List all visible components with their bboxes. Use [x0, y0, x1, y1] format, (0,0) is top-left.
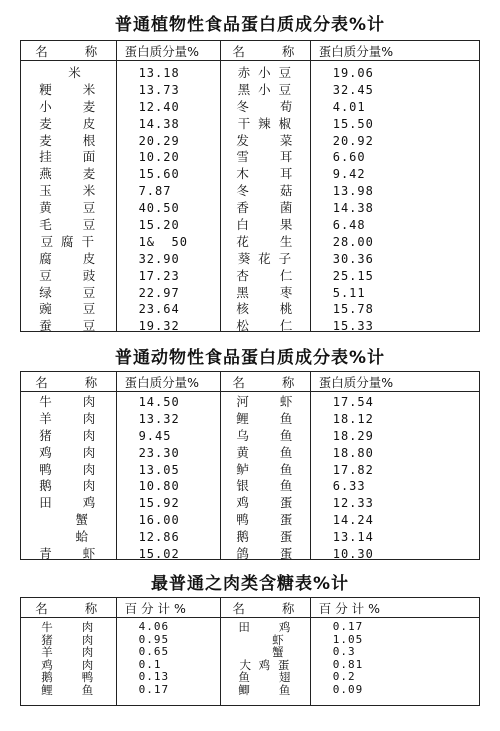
meat-sugar-table — [20, 597, 480, 706]
sugar-value: 1.05 — [332, 633, 364, 646]
food-name: 蛤 — [46, 529, 91, 545]
food-name: 麦 根 — [39, 132, 98, 148]
food-name: 米 — [53, 65, 83, 80]
food-name: 鸡 肉 — [41, 658, 96, 671]
left-name-column — [21, 61, 116, 334]
header-value: 蛋白质分量% — [116, 41, 221, 60]
food-name: 蚕 豆 — [39, 318, 98, 334]
food-name: 木 耳 — [236, 166, 295, 182]
header-name: 名 称 — [220, 41, 310, 60]
protein-value: 6.33 — [332, 479, 366, 494]
food-name: 发 菜 — [236, 132, 295, 148]
header-value: 蛋白质分量% — [310, 372, 479, 391]
protein-value: 15.78 — [332, 302, 374, 317]
protein-value: 15.50 — [332, 116, 374, 131]
food-name: 虾 — [245, 633, 286, 646]
left-value-column — [116, 618, 221, 705]
header-value: 百 分 计 % — [310, 598, 479, 617]
header-name: 名 称 — [220, 598, 310, 617]
food-name: 鸽 蛋 — [236, 546, 295, 562]
sugar-value: 0.81 — [332, 658, 364, 671]
food-name: 蟹 — [46, 512, 91, 528]
food-name: 蟹 — [245, 646, 286, 659]
right-name-column — [220, 61, 310, 334]
food-name: 葵 花 子 — [237, 250, 294, 266]
food-name: 粳 米 — [39, 81, 98, 97]
protein-value: 40.50 — [138, 201, 180, 216]
right-value-column — [310, 61, 479, 334]
food-name: 鲤 鱼 — [41, 683, 96, 696]
protein-value: 6.60 — [332, 150, 366, 165]
food-name: 鸡 肉 — [39, 444, 98, 460]
food-name: 杏 仁 — [236, 267, 295, 283]
protein-value: 5.11 — [332, 285, 366, 300]
plant-protein-table — [20, 40, 480, 332]
right-value-column — [310, 618, 479, 705]
food-name: 黑 小 豆 — [237, 81, 294, 97]
protein-value: 17.23 — [138, 268, 180, 283]
header-value: 蛋白质分量% — [310, 41, 479, 60]
protein-value: 15.02 — [138, 547, 180, 562]
food-name: 大 鸡 蛋 — [239, 658, 292, 671]
food-name: 牛 肉 — [39, 394, 98, 409]
protein-value: 14.50 — [138, 395, 180, 409]
protein-value: 13.73 — [138, 82, 180, 97]
food-name: 小 麦 — [39, 98, 98, 114]
animal-protein-table — [20, 371, 480, 560]
right-value-column — [310, 392, 479, 562]
protein-value: 30.36 — [332, 251, 374, 266]
food-name: 松 仁 — [236, 318, 295, 334]
protein-value: 15.20 — [138, 218, 180, 233]
protein-value: 19.06 — [332, 66, 374, 80]
protein-value: 13.32 — [138, 411, 180, 426]
left-name-column — [21, 618, 116, 705]
sugar-value: 0.09 — [332, 683, 364, 696]
header-name: 名 称 — [35, 43, 102, 59]
food-name: 挂 面 — [39, 149, 98, 165]
protein-value: 25.15 — [332, 268, 374, 283]
sugar-value: 0.3 — [332, 646, 356, 658]
food-name: 鹅 蛋 — [236, 529, 295, 545]
protein-value: 15.92 — [138, 496, 180, 511]
food-name: 鸡 蛋 — [236, 495, 295, 511]
protein-value: 12.40 — [138, 99, 180, 114]
protein-value: 15.60 — [138, 167, 180, 182]
table-title-plant-protein: 普通植物性食品蛋白质成分表%计 — [114, 15, 386, 35]
food-name: 赤 小 豆 — [237, 65, 294, 80]
sugar-value: 0.2 — [332, 671, 356, 683]
protein-value: 6.48 — [332, 218, 366, 233]
table-header — [21, 372, 479, 392]
sugar-value: 0.65 — [138, 646, 170, 658]
food-name: 猪 肉 — [39, 427, 98, 443]
protein-value: 14.38 — [138, 116, 180, 131]
left-value-column — [116, 61, 221, 334]
food-name: 腐 皮 — [39, 250, 98, 266]
protein-value: 17.54 — [332, 395, 374, 409]
food-name: 绿 豆 — [39, 284, 98, 300]
sugar-value: 0.95 — [138, 633, 170, 646]
food-name: 鲈 鱼 — [236, 461, 295, 477]
protein-value: 23.30 — [138, 445, 180, 460]
protein-value: 13.18 — [138, 66, 180, 80]
sugar-value: 0.1 — [138, 658, 162, 671]
protein-value: 10.20 — [138, 150, 180, 165]
food-name: 黑 枣 — [236, 284, 295, 300]
food-name: 花 生 — [236, 233, 295, 249]
food-name: 鹅 肉 — [39, 478, 98, 494]
header-value: 蛋白质分量% — [116, 372, 221, 391]
protein-value: 13.98 — [332, 184, 374, 199]
header-name: 名 称 — [35, 600, 102, 616]
table-title-animal-protein: 普通动物性食品蛋白质成分表%计 — [114, 348, 386, 368]
food-name: 青 虾 — [39, 546, 98, 562]
protein-value: 18.12 — [332, 411, 374, 426]
protein-value: 16.00 — [138, 513, 180, 528]
food-name: 毛 豆 — [39, 217, 98, 233]
protein-value: 32.90 — [138, 251, 180, 266]
food-name: 鸭 肉 — [39, 461, 98, 477]
protein-value: 17.82 — [332, 462, 374, 477]
protein-value: 15.33 — [332, 319, 374, 334]
protein-value: 1& 50 — [138, 234, 188, 249]
food-name: 核 桃 — [236, 301, 295, 317]
food-name: 田 鸡 — [39, 495, 98, 511]
table-header — [21, 598, 479, 618]
food-name: 羊 肉 — [41, 646, 96, 659]
protein-value: 9.42 — [332, 167, 366, 182]
food-name: 鸭 蛋 — [236, 512, 295, 528]
food-name: 豆 豉 — [39, 267, 98, 283]
protein-value: 32.45 — [332, 82, 374, 97]
food-name: 玉 米 — [39, 183, 98, 199]
right-name-column — [220, 618, 310, 705]
protein-value: 14.38 — [332, 201, 374, 216]
right-name-column — [220, 392, 310, 562]
header-name: 名 称 — [35, 374, 102, 390]
protein-value: 10.80 — [138, 479, 180, 494]
food-name: 河 虾 — [236, 394, 295, 409]
protein-value: 18.29 — [332, 428, 374, 443]
left-value-column — [116, 392, 221, 562]
protein-value: 9.45 — [138, 428, 172, 443]
protein-value: 10.30 — [332, 547, 374, 562]
food-name: 黄 豆 — [39, 200, 98, 216]
header-value: 百 分 计 % — [116, 598, 221, 617]
food-name: 鲤 鱼 — [236, 410, 295, 426]
protein-value: 7.87 — [138, 184, 172, 199]
food-name: 乌 鱼 — [236, 427, 295, 443]
food-name: 田 鸡 — [238, 621, 293, 634]
food-name: 燕 麦 — [39, 166, 98, 182]
food-name: 麦 皮 — [39, 115, 98, 131]
food-name: 香 菌 — [236, 200, 295, 216]
protein-value: 12.86 — [138, 530, 180, 545]
food-name: 牛 肉 — [41, 621, 96, 634]
food-name: 冬 菇 — [236, 183, 295, 199]
protein-value: 20.92 — [332, 133, 374, 148]
food-name: 豆 腐 干 — [40, 233, 97, 249]
food-name: 黄 鱼 — [236, 444, 295, 460]
food-name: 鹅 鸭 — [41, 671, 96, 684]
food-name: 猪 肉 — [41, 633, 96, 646]
protein-value: 4.01 — [332, 99, 366, 114]
protein-value: 13.05 — [138, 462, 180, 477]
food-name: 银 鱼 — [236, 478, 295, 494]
food-name: 雪 耳 — [236, 149, 295, 165]
left-name-column — [21, 392, 116, 562]
food-name: 白 果 — [236, 217, 295, 233]
protein-value: 18.80 — [332, 445, 374, 460]
table-header — [21, 41, 479, 61]
food-name: 鲫 鱼 — [238, 683, 293, 696]
food-name: 冬 荀 — [236, 98, 295, 114]
food-name: 羊 肉 — [39, 410, 98, 426]
food-name: 干 辣 椒 — [237, 115, 294, 131]
protein-value: 14.24 — [332, 513, 374, 528]
food-name: 鱼 翅 — [238, 671, 293, 684]
table-title-meat-sugar: 最普通之肉类含糖表%计 — [150, 574, 350, 594]
sugar-value: 0.13 — [138, 671, 170, 683]
header-name: 名 称 — [220, 372, 310, 391]
protein-value: 13.14 — [332, 530, 374, 545]
sugar-value: 0.17 — [332, 621, 364, 633]
protein-value: 20.29 — [138, 133, 180, 148]
protein-value: 23.64 — [138, 302, 180, 317]
protein-value: 12.33 — [332, 496, 374, 511]
protein-value: 19.32 — [138, 319, 180, 334]
sugar-value: 4.06 — [138, 621, 170, 633]
food-name: 豌 豆 — [39, 301, 98, 317]
protein-value: 22.97 — [138, 285, 180, 300]
sugar-value: 0.17 — [138, 683, 170, 696]
protein-value: 28.00 — [332, 234, 374, 249]
